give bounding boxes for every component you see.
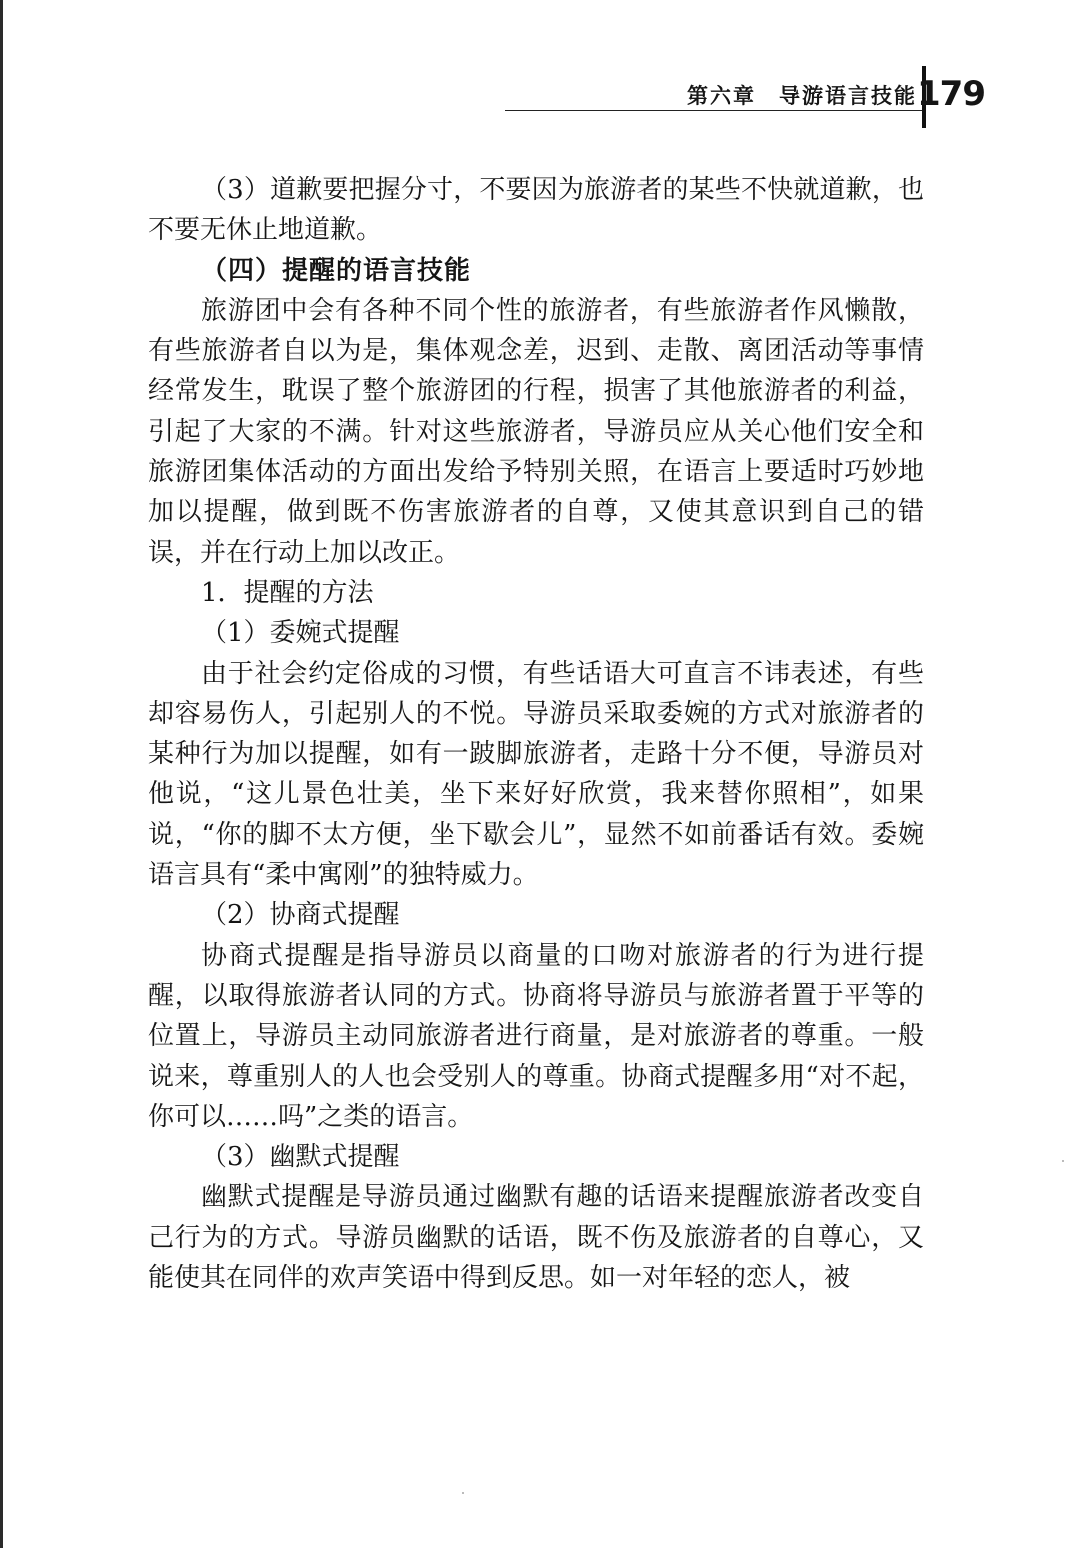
header-rule xyxy=(505,110,923,111)
scan-speck xyxy=(1062,1160,1064,1162)
paragraph-tactful-reminder: 由于社会约定俗成的习惯，有些话语大可直言不讳表述，有些却容易伤人，引起别人的不悦。导游员采取委婉的方式对旅游者的某种行为加以提醒，如有一跛脚旅游者，走路十分不便，导游员对他说，“这儿景色壮美，坐下来好好欣赏，我来替你照相”，如果说，“你的脚不太方便，坐下歇会儿”，显然不如前番话有效。委婉语言具有“柔中寓刚”的独特威力。 xyxy=(148,658,924,891)
paragraph-reminder-intro: 旅游团中会有各种不同个性的旅游者，有些旅游者作风懒散，有些旅游者自以为是，集体观念差，迟到、走散、离团活动等事情经常发生，耽误了整个旅游团的行程，损害了其他旅游者的利益，引起了大家的不满。针对这些旅游者，导游员应从关心他们安全和旅游团集体活动的方面出发给予特别关照，在语言上要适时巧妙地加以提醒，做到既不伤害旅游者的自尊，又使其意识到自己的错误，并在行动上加以改正。 xyxy=(148,295,924,568)
page-left-edge xyxy=(0,0,3,1548)
running-header xyxy=(505,74,985,124)
scan-speck xyxy=(462,1492,464,1494)
body-text xyxy=(148,170,924,1298)
paragraph-humorous-reminder: 幽默式提醒是导游员通过幽默有趣的话语来提醒旅游者改变自己行为的方式。导游员幽默的话语，既不伤及旅游者的自尊心，又能使其在同伴的欢声笑语中得到反思。如一对年轻的恋人，被 xyxy=(148,1182,924,1294)
paragraph-consultative-reminder: 协商式提醒是指导游员以商量的口吻对旅游者的行为进行提醒，以取得旅游者认同的方式。协商将导游员与旅游者置于平等的位置上，导游员主动同旅游者进行商量，是对旅游者的尊重。一般说来，尊重别人的人也会受别人的尊重。协商式提醒多用“对不起，你可以……吗”之类的语言。 xyxy=(148,940,924,1132)
subheading-humorous-reminder: （3）幽默式提醒 xyxy=(201,1142,400,1173)
chapter-title: 第六章 导游语言技能 xyxy=(687,84,917,108)
subheading-tactful-reminder: （1）委婉式提醒 xyxy=(201,618,400,649)
paragraph-apology-item-3: （3）道歉要把握分寸，不要因为旅游者的某些不快就道歉，也不要无休止地道歉。 xyxy=(148,175,924,246)
subheading-reminder-methods: 1．提醒的方法 xyxy=(201,577,374,608)
subheading-consultative-reminder: （2）协商式提醒 xyxy=(201,900,400,931)
section-heading-reminder-skills: （四）提醒的语言技能 xyxy=(201,255,472,286)
page-number: 179 xyxy=(917,74,985,114)
